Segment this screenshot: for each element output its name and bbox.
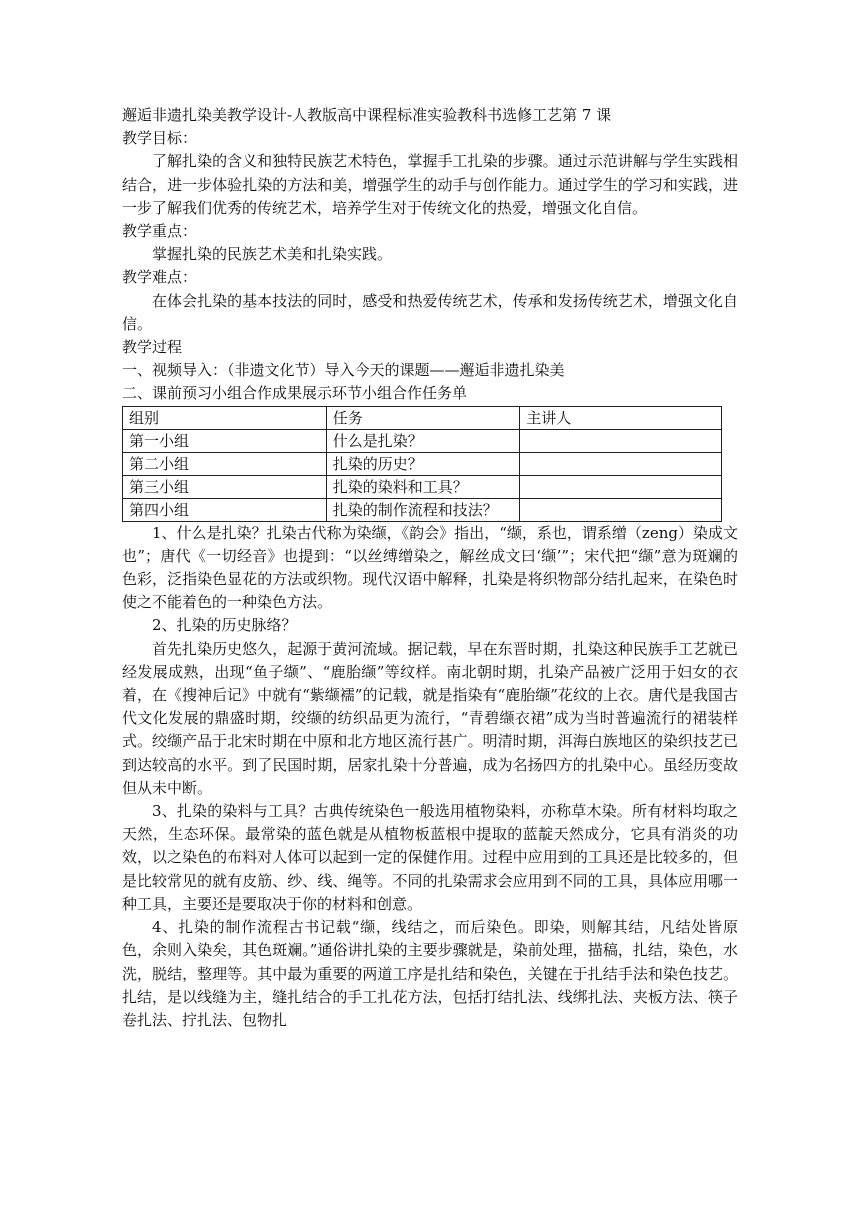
paragraph-what-is-tie-dye: 1、什么是扎染？扎染古代称为染缬，《韵会》指出，“缬，系也，谓系缯（zeng）染成文也”；唐代《一切经音》也提到：“以丝缚缯染之，解丝成文曰‘缬’”；宋代把“缬”意为斑斓的色彩，泛指染色显花的方法或织物。现代汉语中解释，扎染是将织物部分结扎起来，在染色时使之不能着色的一种染色方法。	[122, 523, 738, 612]
table-cell: 第四小组	[123, 498, 327, 521]
paragraph-dyes-tools: 3、扎染的染料与工具？古典传统染色一般选用植物染料，亦称草木染。所有材料均取之天然，生态环保。最常染的蓝色就是从植物板蓝根中提取的蓝靛天然成分，它具有消炎的功效，以之染色的布料对人体可以起到一定的保健作用。过程中应用到的工具还是比较多的，但是比较常见的就有皮筋、纱、线、绳等。不同的扎染需求会应用到不同的工具，具体应用哪一种工具，主要还是要取决于你的材料和创意。	[122, 802, 738, 913]
table-cell: 扎染的制作流程和技法？	[326, 498, 520, 521]
table-cell: 第二小组	[123, 452, 327, 475]
table-header-cell: 组别	[123, 406, 327, 429]
process-heading: 教学过程	[122, 338, 183, 357]
document-title: 邂逅非遗扎染美教学设计-人教版高中课程标准实验教科书选修工艺第 7 课	[122, 106, 612, 124]
table-cell: 第三小组	[123, 475, 327, 498]
table-row	[123, 498, 722, 521]
step-one: 一、视频导入：（非遗文化节）导入今天的课题——邂逅非遗扎染美	[122, 361, 565, 380]
table-row	[123, 475, 722, 498]
table-cell: 第一小组	[123, 429, 327, 452]
difficulty-heading: 教学难点：	[122, 268, 198, 287]
table-row	[123, 429, 722, 452]
goal-text: 了解扎染的含义和独特民族艺术特色，掌握手工扎染的步骤。通过示范讲解与学生实践相结合，进一步体验扎染的方法和美，增强学生的动手与创作能力。通过学生的学习和实践，进一步了解我们优秀的传统艺术，培养学生对于传统文化的热爱，增强文化自信。	[122, 152, 738, 217]
key-heading: 教学重点：	[122, 222, 198, 241]
table-header-row	[123, 406, 722, 429]
table-cell	[520, 452, 722, 475]
table-cell: 扎染的染料和工具？	[326, 475, 520, 498]
paragraph-history-question: 2、扎染的历史脉络？	[152, 616, 297, 635]
table-cell	[520, 429, 722, 452]
key-text: 掌握扎染的民族艺术美和扎染实践。	[152, 245, 393, 264]
table-cell: 什么是扎染？	[326, 429, 520, 452]
table-header-cell: 主讲人	[520, 406, 722, 429]
paragraph-history: 首先扎染历史悠久，起源于黄河流域。据记载，早在东晋时期，扎染这种民族手工艺就已经发展成熟，出现“鱼子缬”、“鹿胎缬”等纹样。南北朝时期，扎染产品被广泛用于妇女的衣着，在《搜神后记》中就有“紫缬襦”的记载，就是指染有“鹿胎缬”花纹的上衣。唐代是我国古代文化发展的鼎盛时期，绞缬的纺织品更为流行，“青碧缬衣裙”成为当时普遍流行的裙装样式。绞缬产品于北宋时期在中原和北方地区流行甚广。明清时期，洱海白族地区的染织技艺已到达较高的水平。到了民国时期，居家扎染十分普遍，成为名扬四方的扎染中心。虽经历变故但从未中断。	[122, 639, 738, 797]
document-body	[122, 104, 738, 1032]
difficulty-text: 在体会扎染的基本技法的同时，感受和热爱传统艺术，传承和发扬传统艺术，增强文化自信。	[122, 291, 738, 333]
goal-heading: 教学目标：	[122, 129, 198, 148]
table-row	[123, 452, 722, 475]
step-two: 二、课前预习小组合作成果展示环节小组合作任务单	[122, 384, 468, 403]
table-cell	[520, 475, 722, 498]
table-cell	[520, 498, 722, 521]
paragraph-process: 4、扎染的制作流程古书记载“缬，线结之，而后染色。即染，则解其结，凡结处皆原色，余则入染矣，其色斑斓。”通俗讲扎染的主要步骤就是，染前处理，描稿，扎结，染色，水洗，脱结，整理等。其中最为重要的两道工序是扎结和染色，关键在于扎结手法和染色技艺。扎结，是以线缝为主，缝扎结合的手工扎花方法，包括打结扎法、线绑扎法、夹板方法、筷子卷扎法、拧扎法、包物扎	[122, 918, 738, 1029]
table-cell: 扎染的历史？	[326, 452, 520, 475]
group-task-table	[122, 406, 722, 522]
table-header-cell: 任务	[326, 406, 520, 429]
